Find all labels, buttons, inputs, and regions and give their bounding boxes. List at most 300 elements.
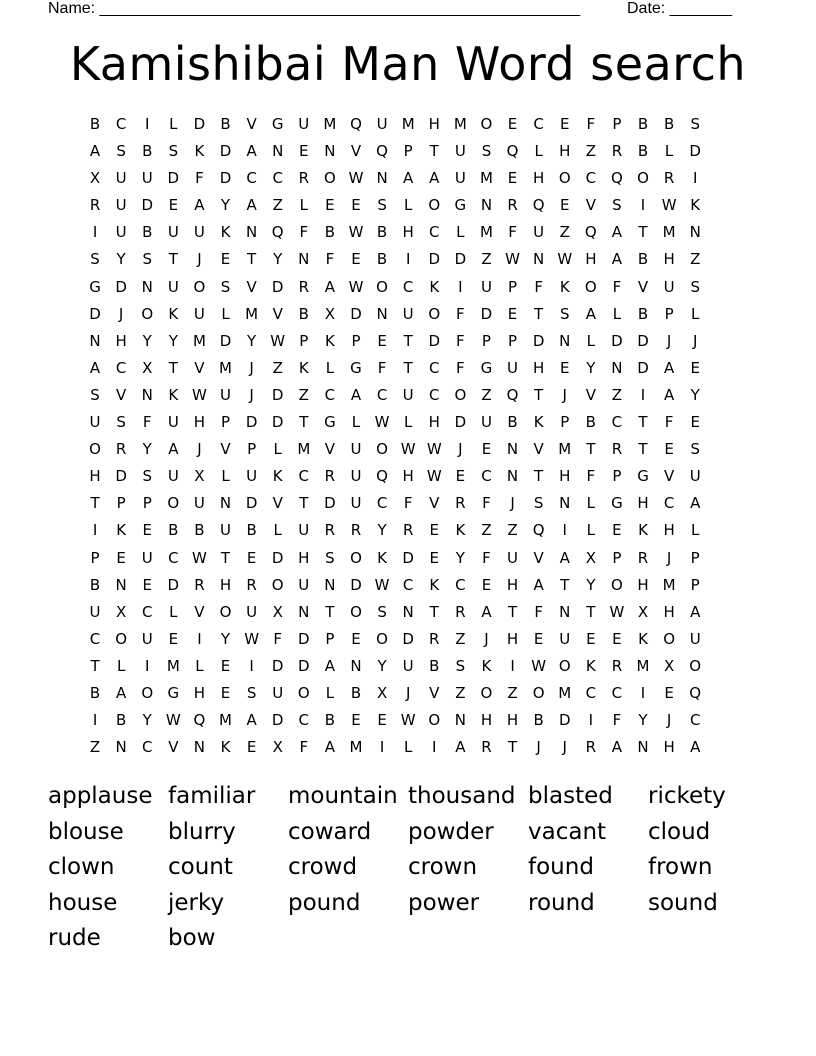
grid-letter: L	[664, 142, 674, 161]
grid-letter: B	[637, 142, 649, 161]
grid-letter: B	[663, 115, 675, 133]
grid-letter: L	[273, 440, 282, 459]
grid-letter: W	[348, 277, 364, 296]
grid-letter: C	[115, 358, 127, 377]
grid-letter: T	[560, 575, 570, 594]
grid-letter: R	[637, 548, 649, 567]
grid-letter: H	[480, 711, 493, 730]
grid-letter: T	[168, 358, 178, 377]
grid-letter: G	[611, 494, 623, 513]
grid-letter: M	[558, 683, 572, 702]
grid-letter: O	[532, 683, 545, 702]
grid-letter: U	[167, 277, 179, 296]
grid-letter: C	[481, 467, 492, 486]
grid-letter: R	[402, 521, 414, 540]
grid-letter: M	[662, 223, 676, 242]
word-list-item: coward	[288, 818, 372, 845]
grid-letter: T	[90, 656, 100, 675]
grid-letter: B	[376, 223, 388, 242]
grid-letter: H	[559, 142, 571, 161]
grid-letter: B	[194, 521, 205, 540]
grid-letter: O	[428, 711, 441, 730]
grid-letter: E	[116, 548, 126, 567]
grid-letter: U	[689, 629, 701, 648]
grid-letter: K	[638, 521, 648, 540]
grid-letter: I	[92, 711, 98, 730]
grid-letter: A	[663, 358, 675, 377]
grid-letter: C	[272, 169, 283, 188]
grid-letter: T	[325, 602, 335, 621]
grid-letter: Y	[377, 656, 387, 675]
grid-letter: T	[586, 602, 596, 621]
grid-letter: H	[663, 738, 675, 757]
grid-letter: L	[586, 494, 595, 513]
grid-letter: P	[299, 331, 309, 350]
grid-letter: I	[197, 629, 202, 648]
grid-letter: N	[506, 467, 519, 486]
grid-letter: D	[245, 413, 258, 432]
grid-letter: W	[374, 575, 390, 594]
grid-letter: A	[324, 656, 336, 675]
grid-letter: G	[324, 413, 336, 432]
grid-letter: H	[533, 169, 545, 188]
grid-letter: M	[219, 711, 232, 730]
grid-letter: O	[141, 683, 154, 702]
grid-letter: P	[481, 331, 491, 350]
grid-letter: C	[376, 494, 388, 513]
grid-letter: K	[220, 738, 231, 757]
grid-letter: I	[92, 521, 98, 540]
grid-letter: R	[507, 196, 518, 215]
grid-letter: I	[432, 738, 437, 757]
grid-letter: M	[166, 656, 180, 675]
grid-letter: A	[89, 142, 101, 161]
grid-letter: X	[116, 602, 127, 621]
grid-letter: W	[609, 602, 625, 621]
word-list-item: blasted	[528, 783, 613, 809]
grid-letter: F	[664, 413, 674, 432]
grid-letter: P	[90, 548, 100, 567]
grid-letter: T	[638, 413, 648, 432]
grid-letter: D	[428, 331, 441, 350]
grid-letter: R	[89, 196, 101, 215]
grid-letter: D	[611, 331, 623, 350]
grid-letter: C	[298, 711, 310, 730]
grid-letter: A	[350, 385, 362, 404]
grid-letter: L	[403, 413, 413, 432]
grid-letter: W	[400, 711, 416, 730]
word-list-item: count	[168, 854, 233, 880]
word-list-item: thousand	[408, 783, 516, 809]
grid-letter: J	[536, 738, 541, 757]
grid-letter: M	[192, 331, 206, 350]
grid-letter: F	[195, 169, 204, 188]
grid-letter: H	[193, 683, 206, 702]
word-list-item: blouse	[48, 818, 124, 845]
grid-letter: K	[324, 331, 335, 350]
grid-letter: E	[612, 521, 622, 540]
grid-letter: I	[405, 250, 411, 269]
grid-letter: H	[298, 548, 310, 567]
grid-letter: U	[193, 494, 205, 513]
grid-letter: E	[533, 629, 544, 648]
grid-letter: C	[663, 494, 675, 513]
word-list-item: pound	[288, 889, 361, 916]
grid-letter: Y	[220, 196, 231, 215]
header	[48, 0, 748, 20]
grid-letter: N	[141, 277, 153, 296]
grid-letter: T	[638, 440, 648, 459]
grid-letter: Q	[271, 223, 284, 242]
word-list	[48, 779, 768, 957]
grid-letter: V	[272, 494, 283, 513]
grid-letter: I	[145, 115, 150, 133]
grid-letter: H	[663, 602, 675, 621]
grid-letter: Q	[506, 385, 519, 404]
grid-letter: Q	[376, 142, 388, 161]
grid-letter: P	[403, 142, 413, 161]
grid-letter: D	[115, 467, 127, 486]
grid-letter: Y	[116, 250, 126, 269]
grid-letter: A	[690, 494, 701, 513]
grid-letter: K	[455, 521, 466, 540]
word-list-item: found	[528, 854, 594, 880]
grid-letter: B	[429, 656, 440, 675]
grid-letter: D	[298, 629, 310, 648]
grid-letter: D	[402, 548, 414, 567]
grid-letter: S	[246, 683, 257, 702]
grid-letter: J	[692, 331, 698, 350]
grid-letter: B	[507, 413, 518, 432]
grid-letter: C	[324, 385, 336, 404]
grid-letter: L	[691, 521, 700, 540]
grid-letter: O	[376, 277, 388, 296]
grid-letter: K	[481, 656, 492, 675]
word-list-item: vacant	[528, 818, 607, 845]
grid-letter: H	[637, 575, 649, 594]
grid-letter: Y	[377, 521, 387, 540]
grid-letter: A	[324, 277, 336, 296]
grid-letter: M	[479, 223, 493, 242]
grid-letter: R	[663, 169, 675, 188]
grid-letter: A	[611, 223, 623, 242]
grid-letter: G	[637, 467, 649, 486]
grid-letter: S	[142, 250, 152, 269]
grid-letter: E	[377, 331, 387, 350]
grid-letter: M	[323, 115, 337, 133]
grid-letter: L	[221, 467, 230, 486]
grid-letter: R	[611, 142, 623, 161]
grid-letter: H	[89, 467, 101, 486]
grid-letter: S	[690, 277, 700, 296]
grid-letter: V	[637, 277, 649, 296]
grid-letter: W	[192, 385, 207, 404]
grid-letter: R	[194, 575, 205, 594]
grid-letter: X	[324, 304, 336, 323]
grid-letter: V	[663, 467, 675, 486]
grid-letter: O	[584, 277, 597, 296]
grid-letter: G	[350, 358, 362, 377]
grid-letter: H	[428, 115, 440, 133]
grid-letter: E	[220, 683, 231, 702]
grid-letter: P	[325, 629, 335, 648]
grid-letter: S	[90, 385, 100, 404]
word-list-item: frown	[648, 854, 713, 880]
grid-letter: H	[637, 494, 649, 513]
grid-letter: B	[533, 711, 544, 730]
grid-letter: Y	[142, 440, 152, 459]
grid-letter: U	[350, 494, 362, 513]
grid-letter: B	[142, 142, 153, 161]
grid-letter: D	[271, 548, 284, 567]
grid-letter: C	[533, 115, 544, 133]
grid-letter: N	[689, 223, 701, 242]
grid-letter: L	[273, 521, 282, 540]
grid-letter: D	[350, 304, 362, 323]
grid-letter: I	[145, 656, 150, 675]
grid-letter: N	[637, 738, 649, 757]
grid-letter: R	[298, 169, 310, 188]
grid-letter: I	[640, 385, 646, 404]
grid-letter: Y	[168, 331, 178, 350]
grid-letter: P	[247, 440, 257, 459]
grid-letter: U	[376, 115, 388, 133]
grid-letter: C	[141, 602, 153, 621]
grid-letter: W	[557, 250, 573, 269]
grid-letter: Y	[142, 331, 152, 350]
grid-letter: U	[167, 413, 179, 432]
grid-letter: E	[299, 142, 309, 161]
grid-letter: N	[115, 575, 127, 594]
word-list-item: rude	[48, 925, 101, 951]
grid-letter: T	[220, 548, 231, 567]
grid-letter: H	[506, 629, 519, 648]
grid-letter: E	[429, 548, 439, 567]
grid-letter: E	[559, 196, 570, 215]
grid-letter: U	[454, 142, 466, 161]
grid-letter: Z	[481, 385, 492, 404]
word-list-item: mountain	[288, 783, 398, 809]
word-list-item: crown	[408, 854, 478, 880]
grid-letter: M	[558, 440, 572, 459]
grid-letter: Z	[611, 385, 623, 404]
grid-letter: O	[558, 169, 571, 188]
grid-letter: K	[429, 277, 440, 296]
grid-letter: S	[559, 304, 570, 323]
grid-letter: S	[116, 142, 126, 161]
grid-letter: H	[533, 358, 545, 377]
grid-letter: K	[220, 223, 231, 242]
grid-letter: D	[89, 304, 101, 323]
grid-letter: M	[245, 304, 259, 323]
grid-letter: Q	[376, 467, 388, 486]
grid-letter: T	[534, 385, 544, 404]
grid-letter: H	[428, 413, 440, 432]
grid-letter: W	[426, 467, 442, 486]
grid-letter: R	[585, 738, 597, 757]
grid-letter: T	[299, 494, 309, 513]
grid-letter: O	[480, 683, 493, 702]
grid-letter: L	[116, 656, 126, 675]
grid-letter: L	[169, 115, 178, 133]
grid-letter: G	[271, 115, 284, 133]
grid-letter: C	[298, 467, 310, 486]
grid-letter: H	[585, 250, 597, 269]
grid-letter: E	[586, 629, 596, 648]
grid-letter: R	[455, 494, 466, 513]
word-list-item: crowd	[288, 854, 358, 880]
grid-letter: Y	[142, 711, 152, 730]
grid-letter: X	[194, 467, 205, 486]
grid-letter: U	[480, 277, 492, 296]
grid-letter: D	[271, 656, 284, 675]
grid-letter: I	[562, 521, 567, 540]
grid-letter: V	[246, 115, 257, 133]
grid-letter: A	[116, 683, 127, 702]
grid-letter: L	[534, 142, 543, 161]
grid-letter: Z	[481, 521, 492, 540]
grid-letter: U	[115, 196, 127, 215]
grid-letter: U	[298, 521, 310, 540]
grid-letter: W	[531, 656, 547, 675]
grid-letter: X	[637, 602, 649, 621]
grid-letter: A	[246, 196, 257, 215]
grid-letter: S	[481, 142, 492, 161]
grid-letter: N	[324, 142, 336, 161]
grid-letter: M	[349, 738, 363, 757]
grid-letter: H	[506, 575, 519, 594]
grid-letter: X	[376, 683, 388, 702]
grid-letter: D	[115, 277, 127, 296]
grid-letter: S	[690, 440, 700, 459]
grid-letter: U	[89, 413, 101, 432]
letter-grid	[82, 111, 708, 761]
grid-letter: O	[689, 656, 702, 675]
grid-letter: J	[562, 385, 567, 404]
grid-letter: G	[89, 277, 101, 296]
grid-letter: Q	[350, 115, 362, 133]
grid-letter: P	[142, 494, 152, 513]
grid-letter: H	[193, 413, 206, 432]
grid-letter: J	[510, 494, 515, 513]
grid-letter: Z	[507, 683, 518, 702]
grid-letter: V	[194, 358, 205, 377]
grid-letter: R	[324, 467, 336, 486]
grid-letter: V	[220, 440, 231, 459]
grid-letter: F	[612, 277, 622, 296]
grid-letter: O	[89, 440, 101, 459]
grid-letter: N	[376, 304, 388, 323]
grid-letter: S	[116, 413, 126, 432]
grid-letter: F	[377, 358, 387, 377]
word-list-item: power	[408, 889, 480, 916]
grid-letter: H	[663, 250, 675, 269]
grid-letter: R	[324, 521, 336, 540]
grid-letter: U	[141, 169, 153, 188]
grid-letter: U	[507, 358, 519, 377]
grid-letter: A	[663, 385, 675, 404]
grid-letter: L	[456, 223, 465, 242]
grid-letter: M	[636, 656, 650, 675]
grid-letter: N	[559, 602, 571, 621]
grid-letter: A	[481, 602, 492, 621]
grid-letter: U	[350, 467, 362, 486]
word-list-item: powder	[408, 818, 494, 845]
grid-letter: A	[611, 738, 623, 757]
grid-letter: D	[558, 711, 571, 730]
grid-letter: W	[192, 548, 207, 567]
grid-letter: F	[456, 304, 465, 323]
grid-letter: T	[507, 738, 518, 757]
grid-letter: U	[167, 223, 179, 242]
grid-letter: E	[325, 196, 335, 215]
grid-letter: X	[89, 169, 101, 188]
grid-letter: T	[534, 304, 544, 323]
grid-letter: B	[637, 304, 649, 323]
grid-letter: V	[194, 602, 205, 621]
grid-letter: L	[299, 196, 308, 215]
grid-letter: J	[458, 440, 463, 459]
grid-letter: O	[350, 602, 362, 621]
grid-letter: U	[272, 683, 284, 702]
grid-letter: C	[246, 169, 257, 188]
grid-letter: E	[429, 521, 439, 540]
grid-letter: D	[402, 629, 414, 648]
grid-letter: M	[401, 115, 415, 133]
grid-letter: U	[298, 115, 310, 133]
grid-letter: D	[193, 115, 206, 133]
grid-letter: E	[168, 196, 179, 215]
grid-letter: I	[692, 169, 698, 188]
grid-letter: X	[272, 738, 283, 757]
word-list-item: clown	[48, 854, 115, 880]
grid-letter: A	[168, 440, 179, 459]
grid-letter: H	[115, 331, 127, 350]
grid-letter: R	[429, 629, 440, 648]
grid-letter: E	[142, 521, 152, 540]
word-list-item: applause	[48, 783, 153, 809]
word-list-item: bow	[168, 925, 216, 951]
grid-letter: S	[325, 548, 335, 567]
grid-letter: S	[90, 250, 100, 269]
grid-letter: E	[559, 358, 570, 377]
grid-letter: E	[559, 115, 570, 133]
grid-letter: B	[246, 521, 257, 540]
grid-letter: P	[690, 548, 700, 567]
grid-letter: P	[612, 467, 622, 486]
grid-letter: O	[454, 385, 467, 404]
grid-letter: R	[611, 656, 623, 675]
grid-letter: U	[663, 277, 675, 296]
grid-letter: O	[663, 629, 676, 648]
grid-letter: T	[299, 413, 309, 432]
grid-letter: F	[586, 115, 596, 133]
grid-letter: I	[510, 656, 515, 675]
grid-letter: X	[663, 656, 675, 675]
grid-letter: Q	[584, 223, 597, 242]
grid-letter: Y	[586, 575, 596, 594]
grid-letter: Y	[247, 331, 257, 350]
grid-letter: A	[533, 575, 544, 594]
grid-letter: N	[141, 385, 153, 404]
grid-letter: X	[272, 602, 283, 621]
grid-letter: H	[663, 521, 675, 540]
grid-letter: U	[454, 169, 466, 188]
grid-letter: I	[92, 223, 98, 242]
grid-letter: T	[638, 223, 648, 242]
grid-letter: U	[115, 169, 127, 188]
grid-letter: G	[454, 196, 467, 215]
